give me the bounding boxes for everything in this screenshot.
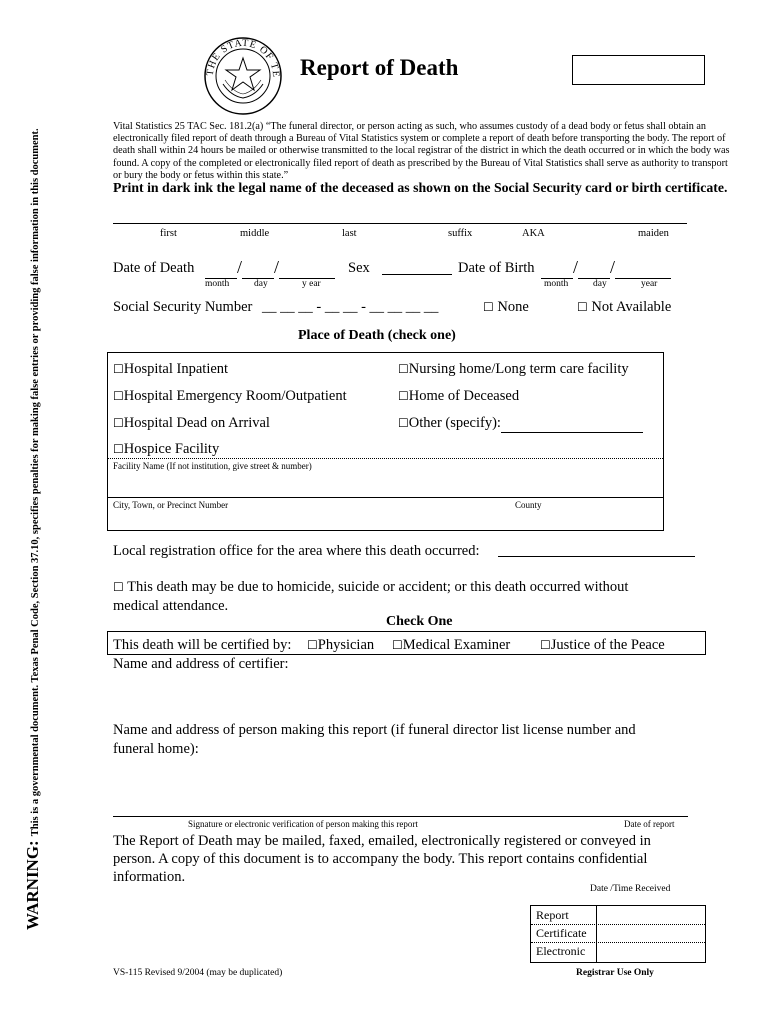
place-hospital-er[interactable]: [113, 388, 347, 405]
registrar-row-certificate: [531, 924, 705, 943]
seal-text: THE STATE OF TE: [204, 37, 282, 79]
check-one-heading: Check One: [386, 614, 453, 629]
registrar-row-electronic-label: Electronic: [536, 944, 586, 958]
certified-justice-label: Justice of the Peace: [550, 637, 665, 653]
name-field-last: last: [342, 228, 357, 239]
certified-justice[interactable]: [540, 637, 665, 654]
instruction-text: Print in dark ink the legal name of the deceased as shown on the Social Security card or birth certificate.: [113, 180, 728, 195]
place-other-field[interactable]: [501, 415, 643, 433]
place-of-death-heading: Place of Death (check one): [298, 328, 456, 343]
place-hospital-inpatient[interactable]: [113, 361, 228, 378]
registrar-row-electronic-field[interactable]: [596, 942, 706, 962]
checkbox-icon: ☐: [398, 362, 409, 376]
checkbox-icon: ☐: [113, 416, 124, 430]
checkbox-icon: ☐: [113, 362, 124, 376]
form-number: VS-115 Revised 9/2004 (may be duplicated): [113, 968, 283, 978]
county-label: County: [515, 500, 542, 510]
city-separator: [108, 497, 663, 498]
homicide-checkbox[interactable]: [113, 578, 673, 616]
name-field-aka: AKA: [522, 228, 545, 239]
signature-line[interactable]: [113, 816, 688, 817]
dob-year: year: [641, 279, 658, 289]
registrar-row-electronic: [531, 942, 705, 962]
certified-medical-examiner[interactable]: [392, 637, 510, 654]
registrar-row-certificate-field[interactable]: [596, 924, 706, 942]
sex-field[interactable]: [382, 274, 452, 275]
checkbox-icon: ☐: [307, 638, 318, 652]
place-other[interactable]: [398, 415, 643, 433]
facility-separator: [108, 458, 663, 459]
ssn-none-label: None: [497, 299, 529, 315]
facility-name-field[interactable]: [110, 473, 660, 495]
name-field-middle: middle: [240, 228, 270, 239]
checkbox-icon: ☐: [113, 580, 124, 594]
place-hospital-doa[interactable]: [113, 415, 270, 432]
place-hospital-inpatient-label: Hospital Inpatient: [123, 361, 229, 377]
facility-name-label: Facility Name (If not institution, give street & number): [113, 461, 312, 471]
page-title: Report of Death: [300, 55, 459, 80]
dod-day: day: [254, 279, 268, 289]
intro-text: Vital Statistics 25 TAC Sec. 181.2(a) “The funeral director, or person acting as such, who assumes custody of a dead body or fetus shall obtain an electronically filed report of death through a Bureau of Vital Statistics system or complete a report of death before transporting the body. The report of death shall within 24 hours be mailed or otherwise transmitted to the local registrar of the district in which the death occurred or in which the body was found. A copy of the completed or electronically filed report of death as prescribed by the Bureau of Vital Statistics shall serve as authority to transport or bury the body or fetus within this state.”: [113, 121, 730, 181]
ssn-none-checkbox[interactable]: [483, 299, 529, 316]
certifier-label: Name and address of certifier:: [113, 656, 289, 672]
date-of-death-field[interactable]: / /: [205, 257, 335, 279]
local-office-field[interactable]: [498, 556, 695, 557]
warning-text: This is a governmental document. Texas Penal Code, Section 37.10, specifies penalties for making false entries or providing false information in this document.: [30, 128, 41, 837]
homicide-label: This death may be due to homicide, suicide or accident; or this death occurred without medical attendance.: [113, 579, 629, 614]
date-of-death-label: Date of Death: [113, 260, 195, 276]
place-hospital-er-label: Hospital Emergency Room/Outpatient: [123, 388, 347, 404]
checkbox-icon: ☐: [113, 389, 124, 403]
date-of-birth-field[interactable]: / /: [541, 257, 671, 279]
checkbox-icon: ☐: [113, 442, 124, 456]
dod-month: month: [205, 279, 230, 289]
certified-physician-label: Physician: [317, 637, 375, 653]
place-hospital-doa-label: Hospital Dead on Arrival: [123, 415, 270, 431]
ssn-field[interactable]: __ __ __ - __ __ - __ __ __ __: [262, 299, 439, 315]
place-hospice-label: Hospice Facility: [123, 441, 220, 457]
ssn-not-available-checkbox[interactable]: [577, 299, 671, 316]
sex-label: Sex: [348, 260, 370, 276]
registrar-row-certificate-label: Certificate: [536, 926, 587, 940]
dod-year: y ear: [302, 279, 321, 289]
place-home-label: Home of Deceased: [408, 388, 520, 404]
checkbox-icon: ☐: [483, 300, 494, 314]
dob-day: day: [593, 279, 607, 289]
checkbox-icon: ☐: [540, 638, 551, 652]
texas-seal-icon: [203, 36, 283, 116]
ssn-label: Social Security Number: [113, 299, 253, 315]
registrar-row-report-field[interactable]: [596, 906, 706, 924]
checkbox-icon: ☐: [577, 300, 588, 314]
file-number-box[interactable]: [572, 55, 705, 85]
place-other-label: Other (specify):: [408, 415, 501, 431]
registrar-table: [530, 905, 706, 963]
dob-month: month: [544, 279, 569, 289]
date-of-report-label: Date of report: [624, 819, 675, 829]
received-label: Date /Time Received: [590, 884, 671, 894]
local-office-label: Local registration office for the area where this death occurred:: [113, 543, 480, 559]
checkbox-icon: ☐: [398, 416, 409, 430]
registrar-row-report: [531, 906, 705, 925]
reporter-field[interactable]: [113, 762, 703, 812]
signature-label: Signature or electronic verification of person making this report: [188, 819, 418, 829]
registrar-use-only: Registrar Use Only: [576, 968, 654, 978]
place-home[interactable]: [398, 388, 519, 405]
certifier-field[interactable]: [113, 676, 703, 716]
warning-label: WARNING:: [23, 840, 42, 930]
warning-banner: [23, 130, 51, 930]
name-field-suffix: suffix: [448, 228, 473, 239]
city-label: City, Town, or Precinct Number: [113, 500, 229, 510]
reporter-label: Name and address of person making this report (if funeral director list license number and funeral home):: [113, 722, 636, 757]
mailing-note: The Report of Death may be mailed, faxed, emailed, electronically registered or conveyed in person. A copy of this document is to accompany the body. This report contains confidential information.: [113, 833, 651, 885]
date-of-birth-label: Date of Birth: [458, 260, 535, 276]
certified-medical-examiner-label: Medical Examiner: [402, 637, 511, 653]
place-nursing-home-label: Nursing home/Long term care facility: [408, 361, 629, 377]
checkbox-icon: ☐: [398, 389, 409, 403]
registrar-row-report-label: Report: [536, 908, 569, 922]
name-line[interactable]: [113, 223, 687, 224]
certified-by-label: This death will be certified by:: [113, 637, 292, 653]
place-nursing-home[interactable]: [398, 361, 629, 378]
name-field-first: first: [160, 228, 177, 239]
checkbox-icon: ☐: [392, 638, 403, 652]
place-hospice[interactable]: [113, 441, 219, 458]
ssn-not-available-label: Not Available: [591, 299, 672, 315]
certified-physician[interactable]: [307, 637, 374, 654]
name-field-maiden: maiden: [638, 228, 669, 239]
